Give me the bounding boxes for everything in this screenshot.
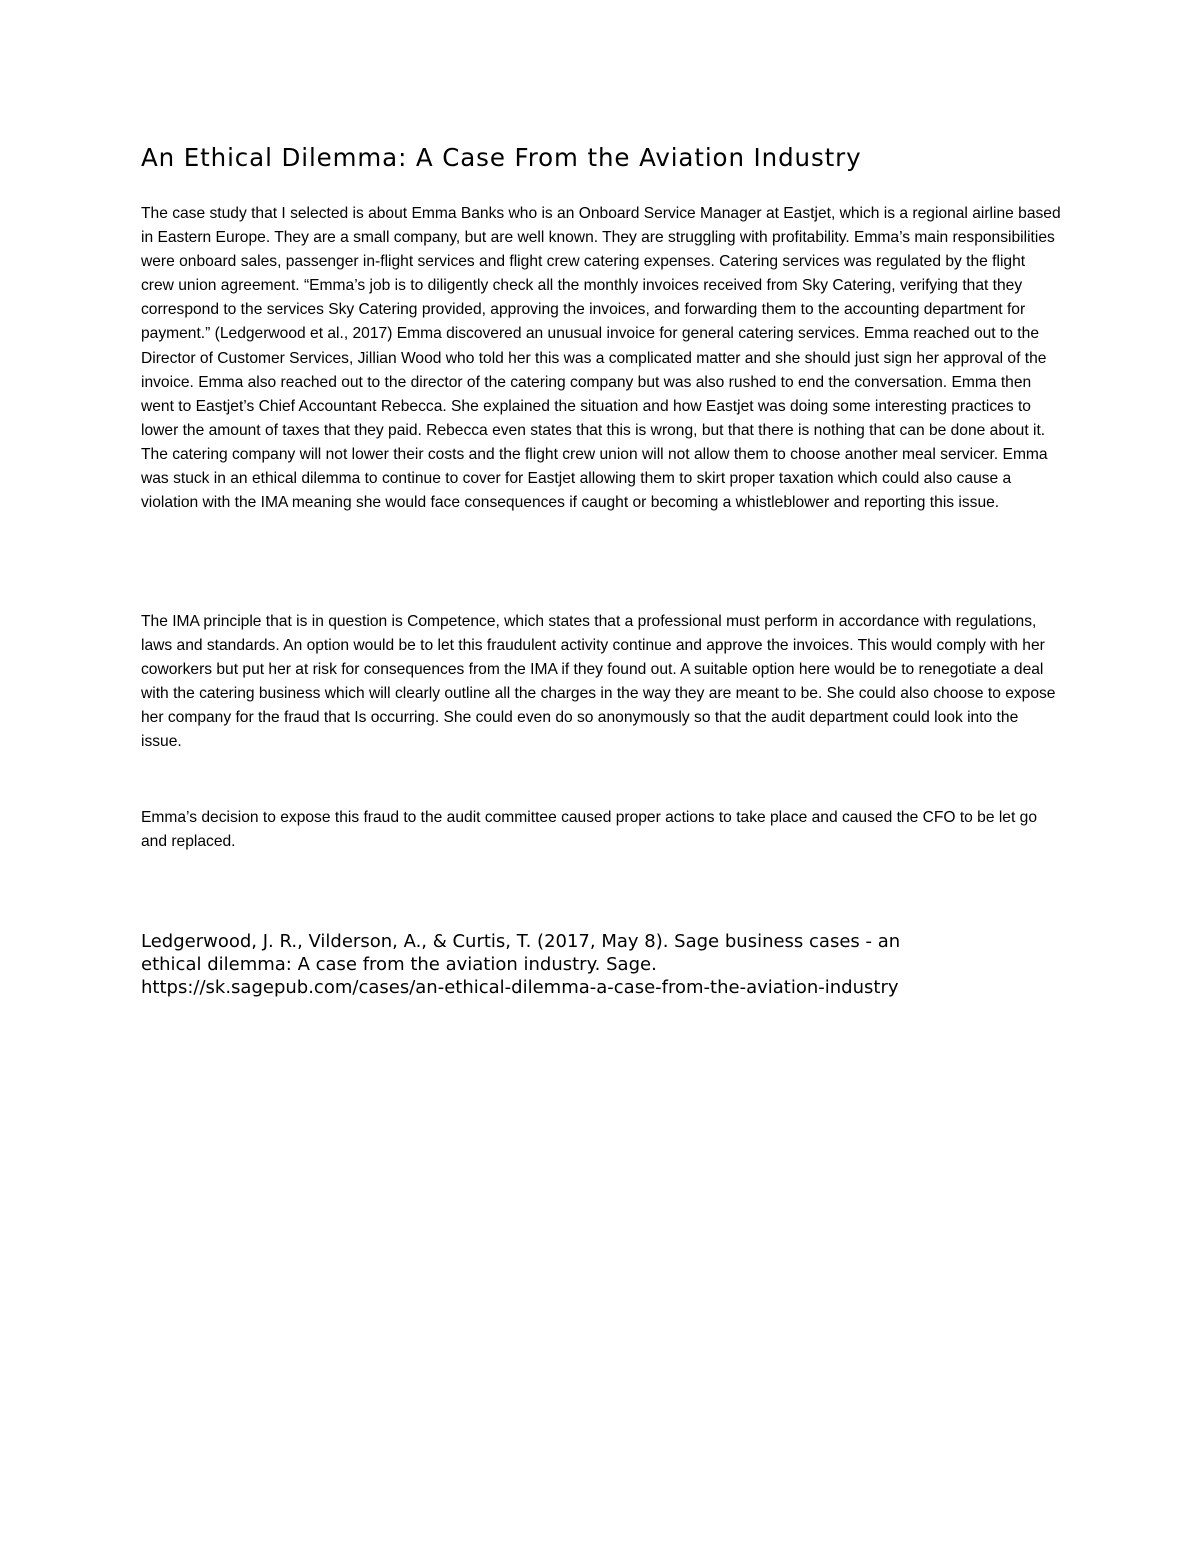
reference-citation	[141, 930, 1051, 999]
paragraph-case-summary: The case study that I selected is about Emma Banks who is an Onboard Service Manager at Eastjet, which is a regional airline based in Eastern Europe. They are a small company, but are well known. They are struggling with profitability. Emma’s main responsibilities were onboard sales, passenger in-flight services and flight crew catering expenses. Catering services was regulated by the flight crew union agreement. “Emma’s job is to diligently check all the monthly invoices received from Sky Catering, verifying that they correspond to the services Sky Catering provided, approving the invoices, and forwarding them to the accounting department for payment.” (Ledgerwood et al., 2017) Emma discovered an unusual invoice for general catering services. Emma reached out to the Director of Customer Services, Jillian Wood who told her this was a complicated matter and she should just sign her approval of the invoice. Emma also reached out to the director of the catering company but was also rushed to end the conversation. Emma then went to Eastjet’s Chief Accountant Rebecca. She explained the situation and how Eastjet was doing some interesting practices to lower the amount of taxes that they paid. Rebecca even states that this is wrong, but that there is nothing that can be done about it. The catering company will not lower their costs and the flight crew union will not allow them to choose another meal servicer. Emma was stuck in an ethical dilemma to continue to cover for Eastjet allowing them to skirt proper taxation which could also cause a violation with the IMA meaning she would face consequences if caught or becoming a whistleblower and reporting this issue.	[141, 205, 1061, 512]
paragraph-ima-principle: The IMA principle that is in question is Competence, which states that a professional must perform in accordance with regulations, laws and standards. An option would be to let this fraudulent activity continue and approve the invoices. This would comply with her coworkers but put her at risk for consequences from the IMA if they found out. A suitable option here would be to renegotiate a deal with the catering business which will clearly outline all the charges in the way they are meant to be. She could also choose to expose her company for the fraud that Is occurring. She could even do so anonymously so that the audit department could look into the issue.	[141, 613, 1056, 751]
paragraph-conclusion: Emma’s decision to expose this fraud to the audit committee caused proper actions to take place and caused the CFO to be let go and replaced.	[141, 809, 1037, 851]
reference-url: https://sk.sagepub.com/cases/an-ethical-dilemma-a-case-from-the-aviation-industry	[141, 977, 899, 998]
document-title: An Ethical Dilemma: A Case From the Aviation Industry	[141, 143, 862, 172]
reference-line-title: ethical dilemma: A case from the aviation industry. Sage.	[141, 954, 657, 975]
reference-line-authors: Ledgerwood, J. R., Vilderson, A., & Curtis, T. (2017, May 8). Sage business cases - an	[141, 931, 901, 952]
